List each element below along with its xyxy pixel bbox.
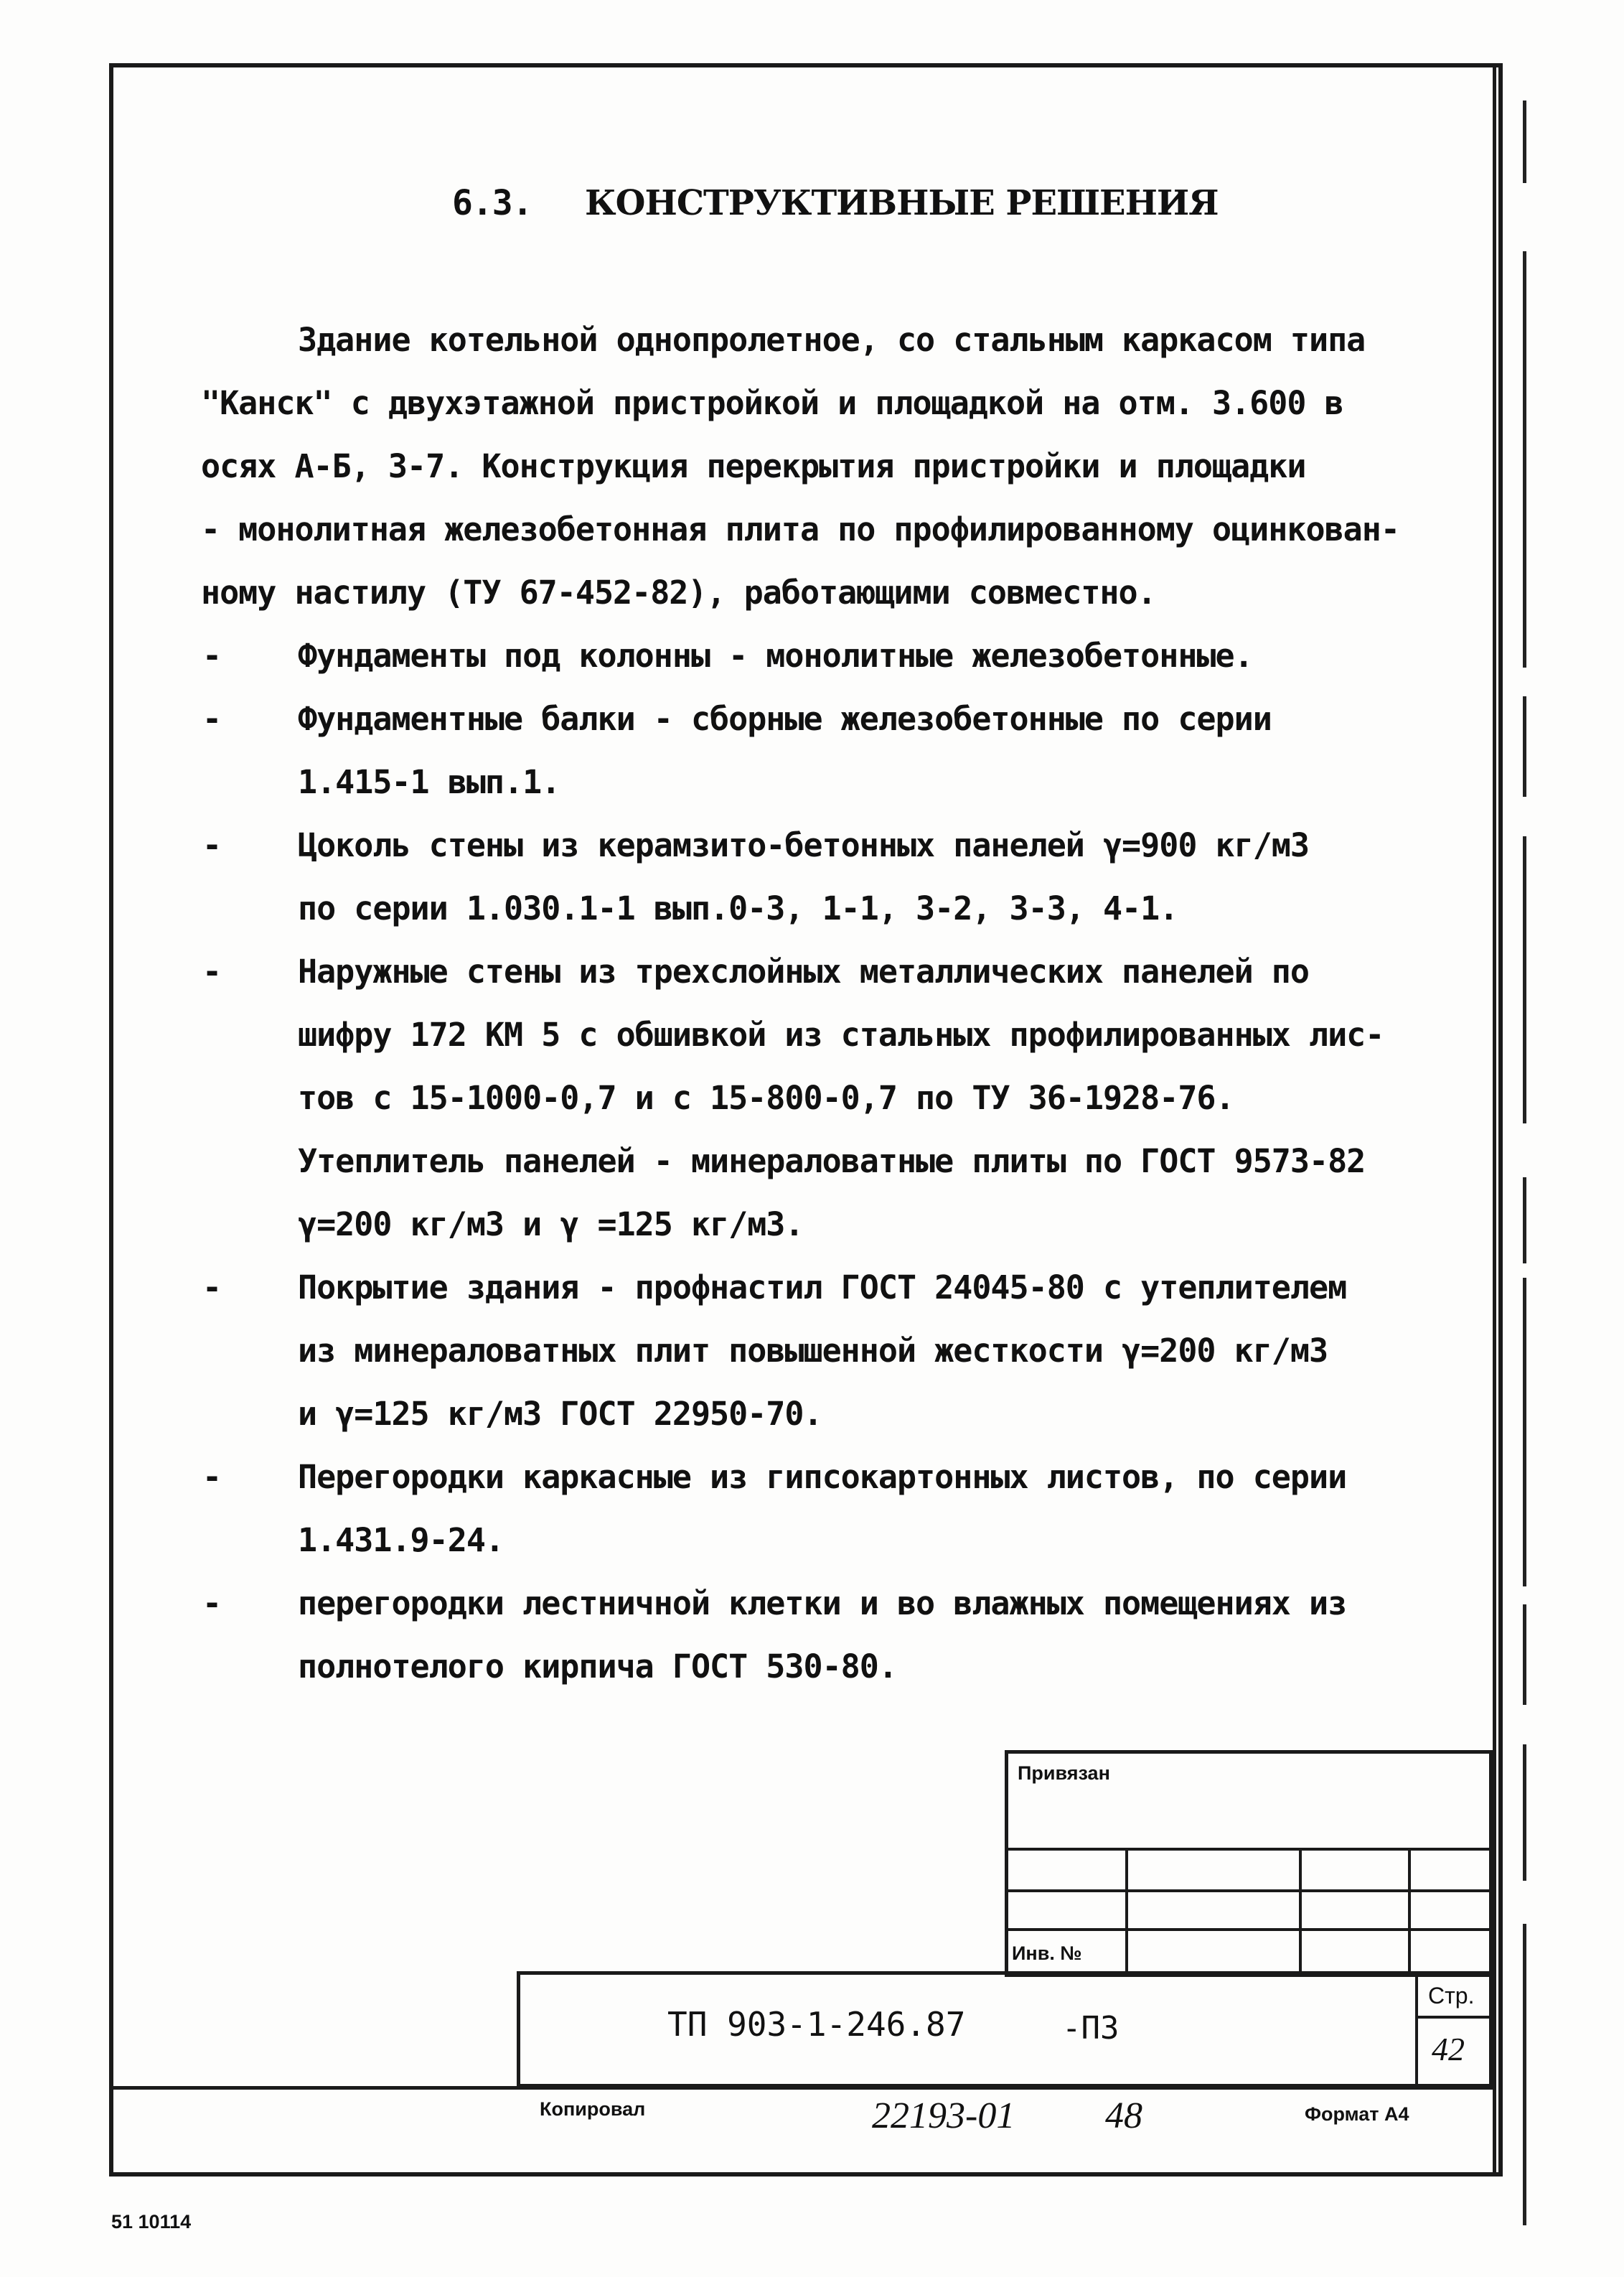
edge-mark — [1523, 100, 1526, 183]
document-code-suffix: -ПЗ — [1062, 2010, 1120, 2047]
list-item — [201, 1446, 1464, 1572]
edge-mark — [1523, 1924, 1526, 2225]
list-item-line: Наружные стены из трехслойных металлических панелей по — [298, 953, 1309, 991]
stamp-row-line — [1005, 1848, 1493, 1851]
stamp-col-line — [1299, 1848, 1302, 1974]
list-item-line: тов с 15-1000-0,7 и с 15-800-0,7 по ТУ 36-1928-76. — [298, 1079, 1234, 1117]
list-item — [201, 1256, 1464, 1446]
stamp-row-line — [1005, 1928, 1493, 1931]
list-dash: - — [202, 637, 222, 675]
list-item-continuation — [201, 1130, 1464, 1256]
list-item-line: и γ=125 кг/м3 ГОСТ 22950-70. — [298, 1395, 822, 1433]
list-item — [201, 940, 1464, 1130]
paragraph-line: - монолитная железобетонная плита по профилированному оцинкован- — [201, 510, 1399, 548]
footer-divider — [109, 2086, 1493, 2090]
order-code: 51 10114 — [111, 2211, 192, 2232]
list-item — [201, 1572, 1464, 1698]
list-item-line: Цоколь стены из керамзито-бетонных панелей γ=900 кг/м3 — [298, 826, 1309, 864]
list-item-line: Утеплитель панелей - минераловатные плиты по ГОСТ 9573-82 — [298, 1142, 1366, 1180]
edge-mark — [1523, 1278, 1526, 1586]
edge-mark — [1523, 836, 1526, 1123]
list-dash: - — [202, 1458, 222, 1496]
edge-mark — [1523, 251, 1526, 668]
stamp-row-line — [1005, 1889, 1493, 1892]
handwritten-sheet: 48 — [1105, 2095, 1142, 2136]
list-item-line: Покрытие здания - профнастил ГОСТ 24045-80 с утеплителем — [298, 1268, 1347, 1306]
edge-mark — [1523, 1744, 1526, 1881]
list-dash: - — [202, 1268, 222, 1306]
stamp-col-line — [1415, 1971, 1418, 2087]
frame-right-double-line — [1493, 63, 1496, 2177]
paragraph-line: осях А-Б, 3-7. Конструкция перекрытия пристройки и площадки — [201, 447, 1306, 485]
list-item — [201, 688, 1464, 814]
page-number: 42 — [1432, 2031, 1465, 2067]
section-heading — [452, 183, 1219, 223]
edge-mark — [1523, 696, 1526, 797]
stamp-col-line — [1125, 1848, 1128, 1974]
paragraph-line: "Канск" с двухэтажной пристройкой и площадкой на отм. 3.600 в — [201, 384, 1343, 422]
paragraph-line: Здание котельной однопролетное, со стальным каркасом типа — [298, 321, 1366, 359]
stamp-row-line — [1415, 2016, 1493, 2019]
intro-paragraph — [201, 309, 1464, 625]
list-item-line: перегородки лестничной клетки и во влажных помещениях из — [298, 1584, 1347, 1622]
list-dash: - — [202, 826, 222, 864]
list-item-line: γ=200 кг/м3 и γ =125 кг/м3. — [298, 1205, 804, 1243]
list-dash: - — [202, 700, 222, 738]
section-title: КОНСТРУКТИВНЫЕ РЕШЕНИЯ — [585, 183, 1219, 223]
bound-label: Привязан — [1018, 1762, 1110, 1784]
list-dash: - — [202, 1584, 222, 1622]
title-block — [517, 1971, 1493, 2087]
stamp-col-line — [1408, 1848, 1411, 1974]
copied-label: Копировал — [540, 2098, 646, 2120]
list-dash: - — [202, 953, 222, 991]
solutions-list — [201, 625, 1464, 1698]
edge-mark — [1523, 1604, 1526, 1705]
inventory-number-label: Инв. № — [1012, 1942, 1082, 1964]
list-item-line: Перегородки каркасные из гипсокартонных листов, по серии — [298, 1458, 1347, 1496]
list-item-line: Фундаменты под колонны - монолитные железобетонные. — [298, 637, 1253, 675]
paragraph-line: ному настилу (ТУ 67-452-82), работающими совместно. — [201, 574, 1156, 612]
list-item-line: 1.415-1 вып.1. — [298, 763, 560, 801]
handwritten-number: 22193-01 — [872, 2095, 1015, 2136]
list-item — [201, 814, 1464, 940]
list-item-line: по серии 1.030.1-1 вып.0-3, 1-1, 3-2, 3-3, 4-1. — [298, 889, 1178, 927]
list-item-line: шифру 172 КМ 5 с обшивкой из стальных профилированных лис- — [298, 1016, 1384, 1054]
list-item-line: из минераловатных плит повышенной жесткости γ=200 кг/м3 — [298, 1332, 1328, 1370]
list-item-line: 1.431.9-24. — [298, 1521, 504, 1559]
edge-mark — [1523, 1177, 1526, 1263]
list-item — [201, 625, 1464, 688]
document-code: ТП 903-1-246.87 — [667, 2005, 966, 2044]
page-label: Стр. — [1428, 1983, 1475, 2009]
format-label: Формат А4 — [1305, 2103, 1409, 2125]
list-item-line: Фундаментные балки - сборные железобетонные по серии — [298, 700, 1272, 738]
section-number: 6.3. — [452, 183, 532, 223]
list-item-line: полнотелого кирпича ГОСТ 530-80. — [298, 1647, 897, 1685]
